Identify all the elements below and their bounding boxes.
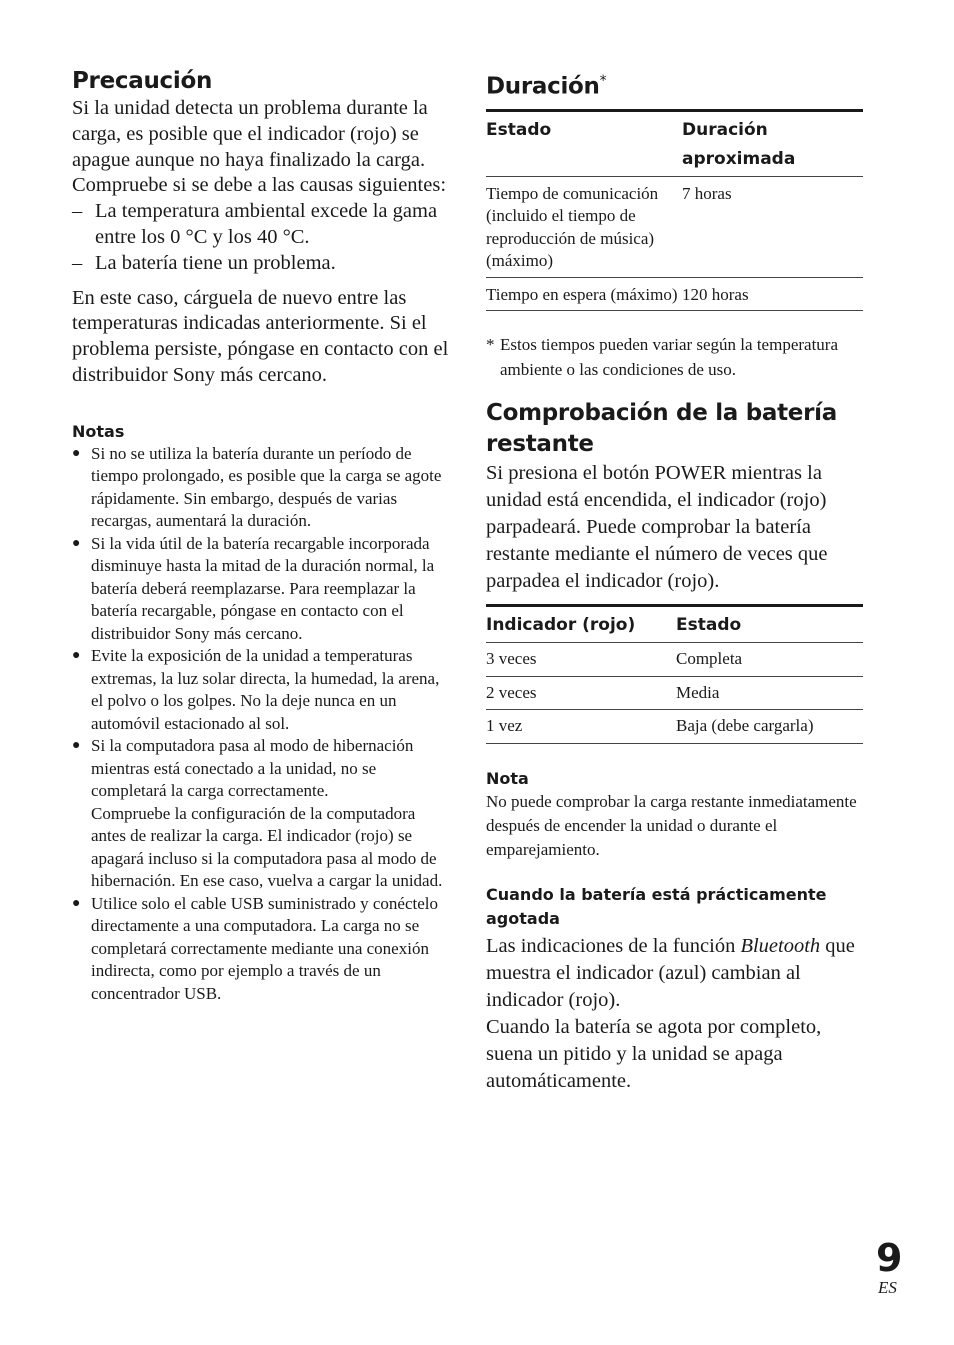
depleted-text-b: que muestra el indicador (azul) cambian al indicador (rojo).: [486, 934, 855, 1011]
list-item: [72, 735, 454, 893]
precaution-advice: En este caso, cárguela de nuevo entre las temperaturas indicadas anteriormente. Si el problema persiste, póngase en contacto con el distribuidor Sony más cercano.: [72, 286, 449, 386]
table-row: [486, 277, 863, 311]
notes-heading: Notas: [72, 421, 125, 441]
table-cell: 1 vez: [486, 710, 676, 744]
table-cell: Tiempo en espera (máximo): [486, 277, 682, 311]
list-item: [72, 645, 454, 735]
precaution-section: [72, 66, 454, 389]
table-row: [486, 710, 863, 744]
depleted-section: [486, 883, 863, 1095]
battery-check-text: Si presiona el botón POWER mientras la unidad está encendida, el indicador (rojo) parpadeará. Puede comprobar la batería restante mediante el número de veces que parpadea el indicador (rojo).: [486, 462, 828, 593]
table-header-row: [486, 110, 863, 176]
table-row: [486, 643, 863, 677]
asterisk-mark: *: [486, 335, 495, 355]
battery-check-section: [486, 398, 863, 744]
list-item: [72, 893, 454, 1006]
list-item: [72, 533, 454, 646]
table-cell: Tiempo de comunicación (incluido el tiempo de reproducción de música) (máximo): [486, 176, 682, 277]
table-cell: 3 veces: [486, 643, 676, 677]
note-text: Si no se utiliza la batería durante un período de tiempo prolongado, es posible que la carga se agote rápidamente. Sin embargo, después de varias recargas, aumentará la duración.: [91, 443, 442, 531]
bullet-mark: ●: [72, 738, 81, 754]
bluetooth-term: Bluetooth: [740, 934, 821, 957]
column-header: Estado: [486, 119, 552, 140]
depleted-text-2: Cuando la batería se agota por completo, suena un pitido y la unidad se apaga automáticamente.: [486, 1015, 822, 1092]
dash-mark: –: [72, 251, 83, 274]
table-cell: Completa: [676, 643, 863, 677]
precaution-heading: Precaución: [72, 68, 213, 94]
depleted-heading: Cuando la batería está prácticamente agotada: [486, 884, 827, 928]
table-header-row: [486, 606, 863, 643]
note-text: Si la computadora pasa al modo de hibernación mientras está conectado a la unidad, no se completará la carga correctamente.: [91, 736, 414, 801]
right-column: [486, 66, 863, 1095]
nota-section: [486, 768, 863, 862]
list-item: [72, 251, 454, 277]
duration-section: [486, 66, 863, 382]
column-header: Indicador (rojo): [486, 615, 636, 636]
causes-list: [72, 199, 454, 276]
duration-footnote: [486, 333, 863, 382]
duration-heading: [486, 66, 863, 102]
table-row: [486, 176, 863, 277]
cause-text: La batería tiene un problema.: [95, 251, 336, 274]
bullet-mark: ●: [72, 535, 81, 551]
list-item: [72, 199, 454, 251]
note-text: Utilice solo el cable USB suministrado y conéctelo directamente a una computadora. La carga no se completará correctamente mediante una conexión indirecta, como por ejemplo a través de un concentrador USB.: [91, 893, 439, 1003]
footnote-text: Estos tiempos pueden variar según la temperatura ambiente o las condiciones de uso.: [500, 335, 838, 379]
note-text: Evite la exposición de la unidad a temperaturas extremas, la luz solar directa, la humedad, la arena, el polvo o los golpes. No la deje nunca en un automóvil estacionado al sol.: [91, 646, 440, 733]
battery-check-heading: Comprobación de la batería restante: [486, 400, 837, 458]
cause-text: La temperatura ambiental excede la gama entre los 0 °C y los 40 °C.: [95, 200, 438, 248]
precaution-check: Compruebe si se debe a las causas siguientes:: [72, 174, 447, 197]
note-text: Si la vida útil de la batería recargable incorporada disminuye hasta la mitad de la duración normal, la batería deberá reemplazarse. Para reemplazar la batería recargable, póngase en contacto con el distribuidor Sony más cercano.: [91, 533, 435, 643]
asterisk-mark: *: [599, 73, 607, 89]
table-cell: 2 veces: [486, 676, 676, 710]
list-item: [72, 443, 454, 533]
notes-list: [72, 443, 454, 1006]
bullet-mark: ●: [72, 895, 81, 911]
nota-heading: Nota: [486, 768, 529, 788]
left-column: [72, 66, 454, 1005]
nota-text: No puede comprobar la carga restante inmediatamente después de encender la unidad o durante el emparejamiento.: [486, 791, 857, 859]
duration-table: [486, 109, 863, 312]
table-cell: Baja (debe cargarla): [676, 710, 863, 744]
page-number: 9: [876, 1236, 903, 1280]
bullet-mark: ●: [72, 445, 81, 461]
bullet-mark: ●: [72, 648, 81, 664]
duration-title: Duración: [486, 73, 600, 100]
column-header: Duración aproximada: [682, 119, 796, 169]
indicator-table: [486, 604, 863, 744]
depleted-text: [486, 933, 863, 1014]
table-cell: Media: [676, 676, 863, 710]
dash-mark: –: [72, 200, 83, 223]
precaution-intro: Si la unidad detecta un problema durante la carga, es posible que el indicador (rojo) se apague aunque no haya finalizado la carga.: [72, 97, 428, 171]
notes-section: [72, 421, 454, 1006]
table-cell: 7 horas: [682, 176, 863, 277]
column-header: Estado: [676, 615, 742, 636]
note-text-continued: Compruebe la configuración de la computadora antes de realizar la carga. El indicador (rojo) se apagará incluso si la computadora pasa al modo de hibernación. En ese caso, vuelva a cargar la unidad.: [91, 803, 443, 891]
language-code: ES: [878, 1278, 897, 1297]
table-row: [486, 676, 863, 710]
table-cell: 120 horas: [682, 277, 863, 311]
depleted-text-a: Las indicaciones de la función: [486, 934, 741, 957]
